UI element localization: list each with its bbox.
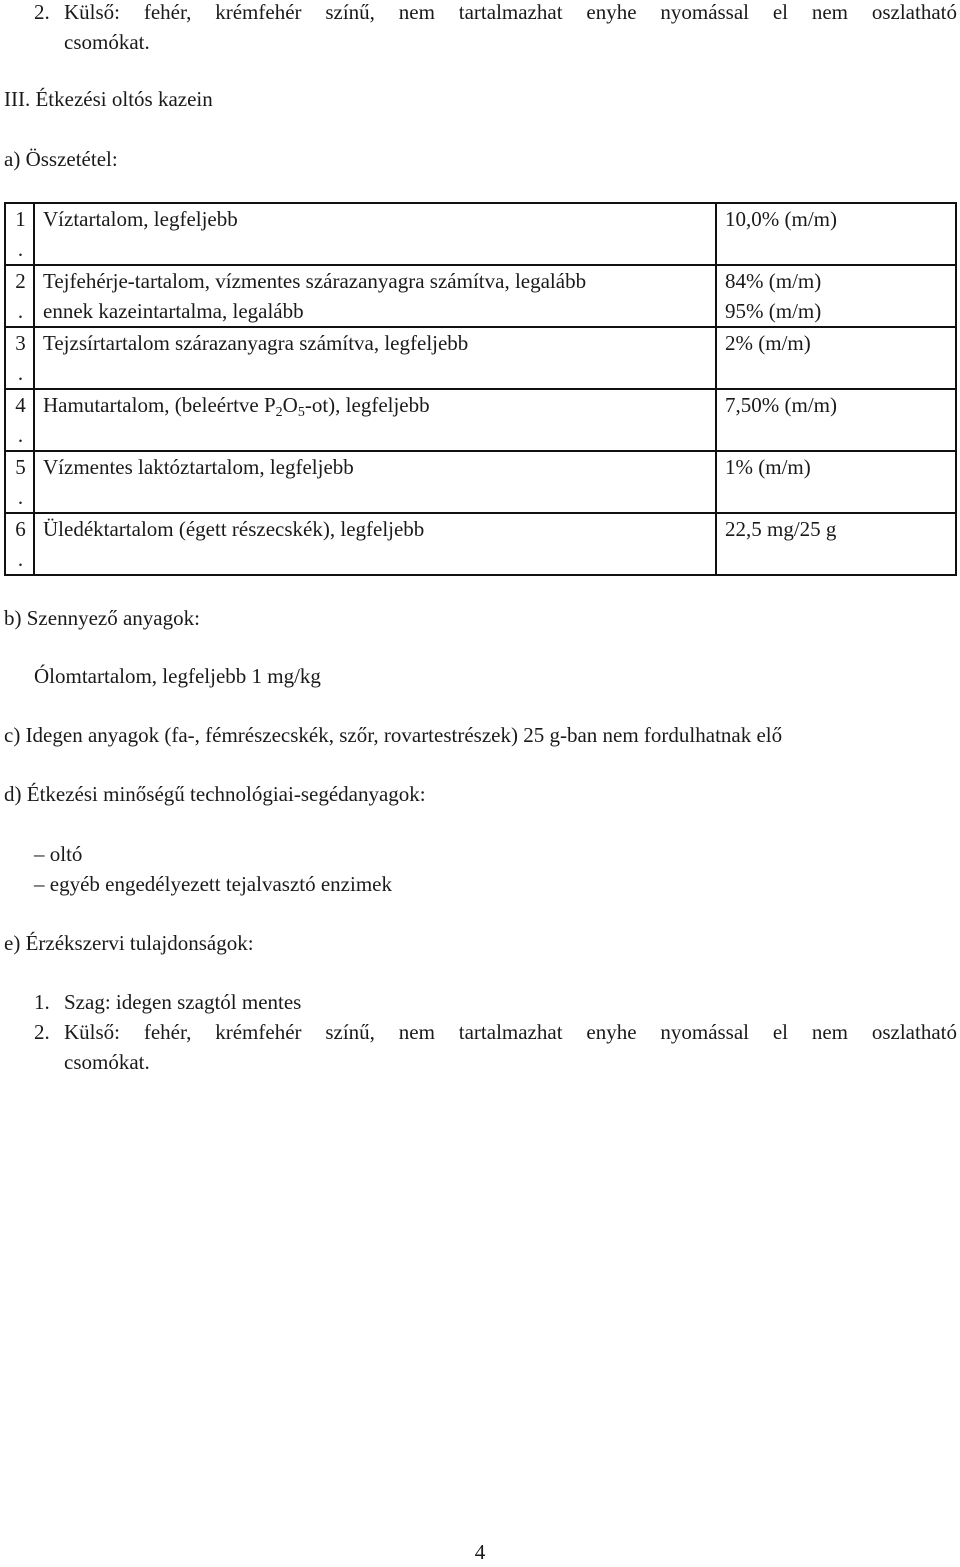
sensory-item-line1: Külső: fehér, krémfehér színű, nem tartalmazhat enyhe nyomással el nem oszlatható [64,1020,957,1044]
processing-aid-item: – oltó [34,842,83,866]
row-description: Tejzsírtartalom szárazanyagra számítva, legfeljebb [34,327,716,389]
row-description: Hamutartalom, (beleértve $P_2O_5-ot$), legfeljebb [34,389,716,451]
composition-heading: a) Összetétel: [4,147,118,171]
row-value: 10,0% (m/m) [716,203,956,265]
table-row [5,513,956,575]
row-description: Víztartalom, legfeljebb [34,203,716,265]
row-value: 1% (m/m) [716,451,956,513]
table-row [5,389,956,451]
composition-table [4,202,957,576]
contaminants-heading: b) Szennyező anyagok: [4,606,200,630]
row-description: Vízmentes laktóztartalom, legfeljebb [34,451,716,513]
row-number: 5 . [5,451,34,513]
row-number: 2 . [5,265,34,327]
row-number: 6 . [5,513,34,575]
row-description: Tejfehérje-tartalom, vízmentes szárazanyagra számítva, legalább ennek kazeintartalma, legalább [34,265,716,327]
row-value: 7,50% (m/m) [716,389,956,451]
foreign-matter-line: c) Idegen anyagok (fa-, fémrészecskék, szőr, rovartestrészek) 25 g-ban nem fordulhatnak elő [4,723,783,747]
table-row [5,451,956,513]
table-row [5,203,956,265]
row-value: 22,5 mg/25 g [716,513,956,575]
row-number: 1 . [5,203,34,265]
contaminants-item: Ólomtartalom, legfeljebb 1 mg/kg [34,664,321,688]
table-row [5,265,956,327]
row-value: 84% (m/m) 95% (m/m) [716,265,956,327]
table-row [5,327,956,389]
row-number: 4 . [5,389,34,451]
row-description: Üledéktartalom (égett részecskék), legfeljebb [34,513,716,575]
page-number: 4 [474,1540,486,1564]
row-value: 2% (m/m) [716,327,956,389]
carryover-item-line2: csomókat. [64,30,150,54]
sensory-item-line2: csomókat. [64,1050,150,1074]
processing-aid-item: – egyéb engedélyezett tejalvasztó enzimek [34,872,392,896]
sensory-heading: e) Érzékszervi tulajdonságok: [4,931,254,955]
sensory-item-text: Szag: idegen szagtól mentes [64,990,302,1014]
row-number: 3 . [5,327,34,389]
sensory-item-number: 2. [34,1020,50,1044]
section-title: III. Étkezési oltós kazein [4,87,213,111]
sensory-item-number: 1. [34,990,50,1014]
processing-aids-heading: d) Étkezési minőségű technológiai-segédanyagok: [4,782,426,806]
carryover-item-number: 2. [34,0,50,24]
carryover-item-line1: Külső: fehér, krémfehér színű, nem tartalmazhat enyhe nyomással el nem oszlatható [64,0,957,24]
